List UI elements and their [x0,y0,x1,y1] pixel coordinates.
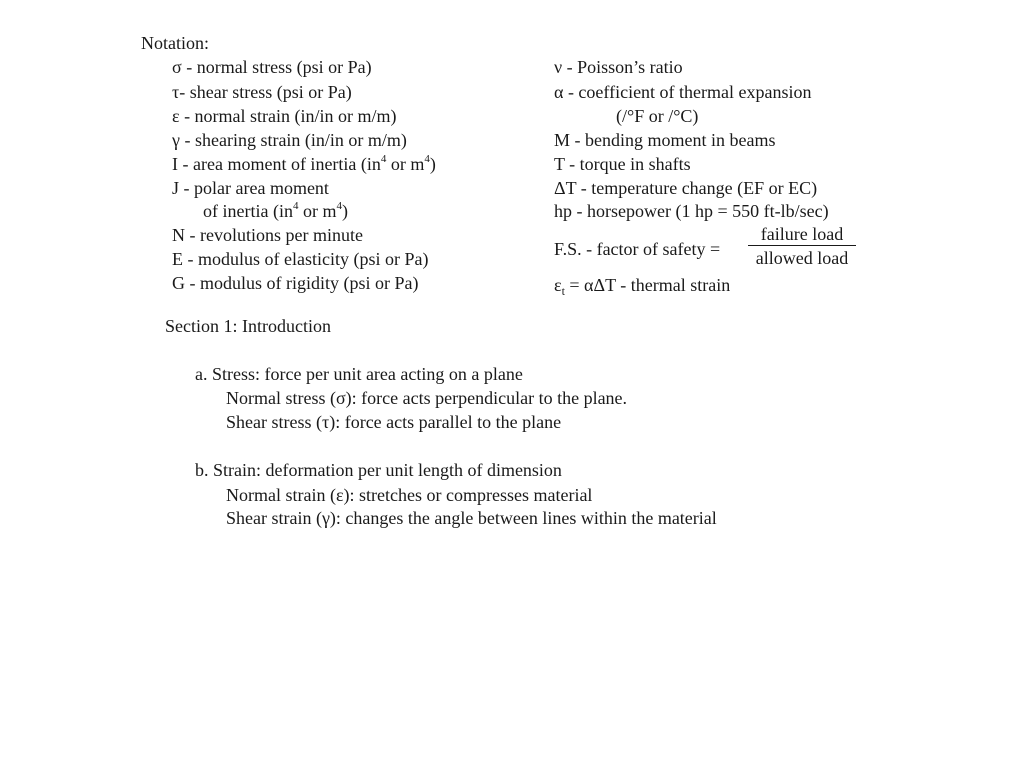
polar-text-a: of inertia (in [203,201,293,221]
nu-definition: - Poisson’s ratio [562,57,683,77]
inertia-exponent-2: 4 [424,153,430,165]
normal-strain-definition: Normal strain (ε): stretches or compresses material [226,485,593,505]
notation-moment: M - bending moment in beams [554,130,776,150]
notation-temperature [554,179,817,197]
delta-symbol: Δ [554,178,566,198]
gamma-symbol: γ [172,130,180,150]
tau-symbol: τ [172,82,180,102]
polar-exponent-1: 4 [292,200,299,212]
fraction-numerator: failure load [748,225,856,246]
fraction-denominator: allowed load [755,248,849,268]
alpha-symbol: α [554,82,564,102]
notation-thermal-strain [554,275,731,298]
notation-torque: T - torque in shafts [554,154,691,174]
notation-epsilon [172,107,397,125]
notation-polar-line1: J - polar area moment [172,178,329,198]
polar-exponent-2: 4 [336,200,342,212]
sigma-symbol: σ [172,57,182,77]
notation-rpm: N - revolutions per minute [172,225,363,245]
alpha-definition: - coefficient of thermal expansion [563,82,812,102]
epsilon-definition: - normal strain (in/in or m/m) [179,106,397,126]
notation-gamma [172,131,407,149]
stress-heading: a. Stress: force per unit area acting on a plane [195,364,523,384]
notation-alpha [554,83,812,101]
epsilon-symbol: ε [172,106,180,126]
shear-stress-definition: Shear stress (τ): force acts parallel to the plane [226,412,562,432]
polar-text-b: or m [298,201,337,221]
notation-sigma [172,58,372,76]
notation-safety-label: F.S. - factor of safety = [554,239,721,259]
notation-heading: Notation: [141,33,209,53]
epsilon-t-subscript: t [561,284,565,298]
notation-alpha-units: (/°F or /°C) [616,106,699,126]
shear-strain-definition: Shear strain (γ): changes the angle between lines within the material [226,508,717,528]
notation-polar-line2 [203,202,348,220]
notation-tau [172,83,352,101]
section-title: Section 1: Introduction [165,316,331,336]
epsilon-t-symbol: ε [554,275,562,295]
inertia-text-a: I - area moment of inertia (in [172,154,381,174]
strain-heading: b. Strain: deformation per unit length of dimension [195,460,562,480]
normal-stress-definition: Normal stress (σ): force acts perpendicular to the plane. [226,388,628,408]
notation-horsepower: hp - horsepower (1 hp = 550 ft-lb/sec) [554,201,829,221]
notation-elasticity: E - modulus of elasticity (psi or Pa) [172,249,429,269]
notation-nu [554,58,683,76]
notation-inertia [172,155,436,173]
inertia-text-c: ) [429,154,436,174]
polar-text-c: ) [341,201,348,221]
nu-symbol: ν [554,57,563,77]
temperature-definition: T - temperature change (EF or EC) [565,178,818,198]
inertia-exponent-1: 4 [380,153,387,165]
inertia-text-b: or m [386,154,425,174]
sigma-definition: - normal stress (psi or Pa) [181,57,372,77]
safety-factor-fraction [748,225,856,267]
gamma-definition: - shearing strain (in/in or m/m) [179,130,407,150]
thermal-strain-definition: = αΔT - thermal strain [564,275,731,295]
tau-definition: - shear stress (psi or Pa) [179,82,352,102]
notation-rigidity: G - modulus of rigidity (psi or Pa) [172,273,419,293]
